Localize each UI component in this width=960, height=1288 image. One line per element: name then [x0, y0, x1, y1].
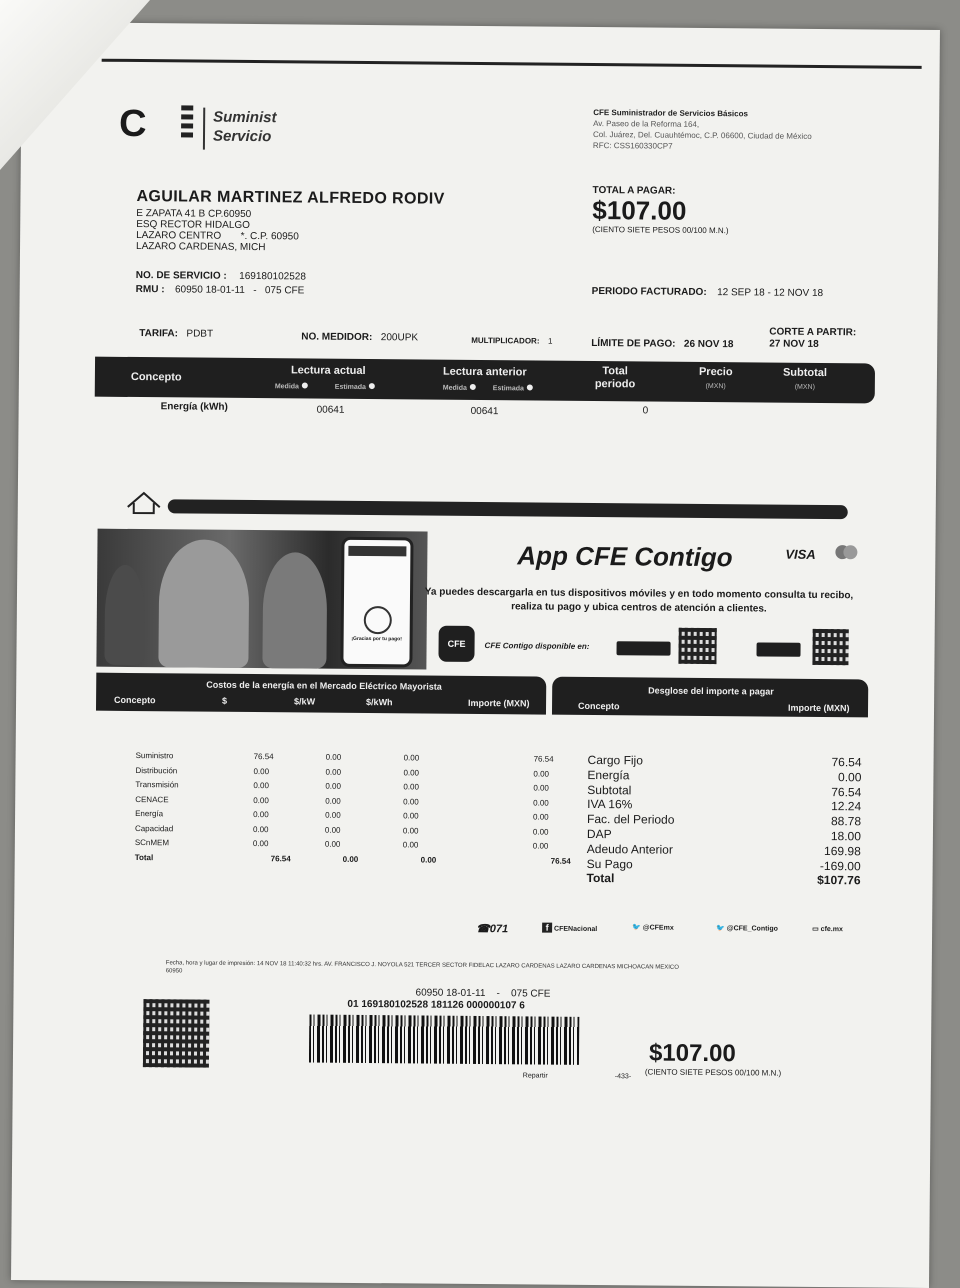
breakdown-value: 88.78	[830, 814, 862, 829]
breakdown-label: Cargo Fijo	[587, 752, 643, 768]
col-subtotal: Subtotal (MXN)	[782, 366, 828, 391]
cutoff-label: CORTE A PARTIR:	[769, 326, 857, 339]
google-play-qr	[678, 628, 716, 664]
reading-table-header	[95, 357, 875, 404]
footer-qr-code	[143, 999, 210, 1068]
costs-row	[134, 823, 575, 837]
costs-cell-concept: SCnMEM	[134, 838, 170, 848]
costs-cell-d: 0.00	[253, 810, 269, 820]
bill-paper	[11, 22, 940, 1288]
col-current-estimated: Estimada	[335, 383, 375, 391]
costs-cell-kwh: 0.00	[403, 767, 420, 777]
app-store-qr	[812, 629, 848, 665]
breakdown-label: IVA 16%	[587, 797, 633, 812]
top-rule	[102, 59, 922, 69]
costs-row	[134, 838, 575, 851]
customer-name: AGUILAR MARTINEZ ALFREDO RODIV	[136, 188, 445, 208]
col-current-measured: Medida	[275, 382, 308, 390]
promo-text: Ya puedes descargarla en tus dispositivos móviles y en todo momento consulta tu recibo, realiza tu pago y ubica centros de atención a clientes.	[424, 586, 854, 615]
billing-period	[592, 281, 824, 301]
due-label: LÍMITE DE PAGO:	[591, 337, 676, 350]
repartir-label: Repartir	[522, 1072, 548, 1080]
period-label: PERIODO FACTURADO:	[591, 285, 707, 298]
breakdown-value: 18.00	[830, 829, 861, 844]
breakdown-value: 12.24	[831, 799, 862, 814]
costs-cell-d: 76.54	[270, 853, 291, 863]
breakdown-label: Adeudo Anterior	[586, 841, 673, 857]
customer-address-2: ESQ RECTOR HIDALGO	[136, 219, 251, 231]
facebook-link[interactable]: f CFENacional	[542, 923, 597, 933]
costs-cell-d: 0.00	[253, 766, 270, 776]
breakdown-label: Total	[586, 871, 615, 886]
costs-cell-kwh: 0.00	[403, 796, 419, 806]
meter-label: NO. MEDIDOR:	[301, 331, 373, 344]
costs-cell-concept: Transmisión	[135, 780, 179, 790]
costs-cell-d: 0.00	[252, 824, 269, 834]
breakdown-label: Subtotal	[587, 782, 632, 797]
costs-cell-imp: 0.00	[533, 797, 549, 808]
barcode-number: 01 169180102528 181126 000000107 6	[347, 998, 525, 1012]
footer-rmu: 60950 18-01-11 - 075 CFE	[415, 987, 551, 1000]
costs-cell-kwh: 0.00	[402, 825, 419, 835]
customer-address	[136, 208, 299, 253]
costs-row	[135, 780, 575, 793]
reading-row-total: 0	[642, 405, 649, 417]
costs-cell-kw: 0.00	[325, 781, 341, 791]
rmu-value: 60950 18-01-11 - 075 CFE	[174, 284, 305, 297]
costs-cell-kw: 0.00	[325, 810, 341, 820]
footer-amount: $107.00	[648, 1039, 736, 1068]
col-total-period: Total periodo	[594, 365, 636, 391]
issuer-block	[593, 107, 812, 153]
section-separator	[168, 499, 848, 519]
costs-cell-kwh: 0.00	[402, 840, 419, 850]
costs-cell-imp: 0.00	[533, 768, 550, 779]
costs-table-body	[134, 751, 571, 875]
col-price: Precio (MXN)	[698, 365, 733, 391]
reading-row-current: 00641	[316, 404, 345, 416]
cutoff-value: 27 NOV 18	[769, 338, 819, 350]
rmu-label: RMU :	[135, 284, 165, 296]
twitter-cfemx-link[interactable]: 🐦 @CFEmx	[632, 924, 674, 932]
breakdown-value: $107.76	[817, 873, 861, 888]
col-concept: Concepto	[130, 370, 182, 384]
promo-photo	[96, 529, 427, 670]
costs-cell-imp: 0.00	[533, 783, 549, 793]
costs-col-dollar: $	[222, 695, 228, 706]
costs-cell-kw: 0.00	[324, 839, 341, 849]
breakdown-table-header	[552, 677, 868, 718]
breakdown-label: Energía	[587, 767, 630, 783]
phone-mockup	[340, 537, 413, 668]
service-label: NO. DE SERVICIO :	[135, 270, 227, 282]
total-label: TOTAL A PAGAR:	[592, 184, 676, 197]
thumbs-up-icon	[364, 606, 392, 634]
costs-cell-kw: 0.00	[325, 752, 342, 762]
costs-row	[135, 765, 576, 779]
costs-cell-concept: Distribución	[135, 765, 178, 775]
house-icon	[126, 491, 162, 515]
costs-col-import: Importe (MXN)	[468, 697, 530, 709]
costs-cell-concept: Suministro	[135, 751, 174, 761]
costs-cell-d: 76.54	[253, 752, 274, 762]
costs-cell-kwh: 0.00	[403, 782, 419, 792]
breakdown-title: Desglose del importe a pagar	[648, 685, 774, 697]
due-value: 26 NOV 18	[683, 338, 734, 351]
breakdown-value: -169.00	[819, 858, 861, 873]
rmu	[136, 279, 305, 298]
costs-cell-d: 0.00	[252, 839, 269, 849]
multiplier-value: 1	[547, 336, 553, 346]
costs-col-kwh: $/kWh	[366, 697, 393, 708]
total-amount: $107.00	[592, 194, 687, 226]
costs-row	[135, 794, 575, 808]
logo-line-1: Suminist	[213, 108, 277, 127]
costs-cell-concept: Energía	[135, 809, 164, 819]
costs-row	[134, 852, 575, 866]
meter-value: 200UPK	[380, 332, 419, 344]
logo-text	[213, 108, 277, 147]
costs-cell-concept: Total	[134, 852, 154, 862]
breakdown-value: 169.98	[824, 843, 861, 859]
col-previous-estimated: Estimada	[493, 384, 533, 392]
meter-number	[301, 326, 418, 345]
breakdown-table-body	[580, 753, 861, 895]
breakdown-label: DAP	[586, 826, 612, 842]
issuer-address-2: Col. Juárez, Del. Cuauhtémoc, C.P. 06600, Ciudad de México	[593, 129, 812, 141]
breakdown-value: 0.00	[838, 769, 862, 785]
footer-amount-words: (CIENTO SIETE PESOS 00/100 M.N.)	[644, 1067, 782, 1078]
costs-cell-imp: 76.54	[550, 856, 571, 866]
costs-cell-imp: 0.00	[532, 826, 549, 837]
costs-row	[135, 751, 576, 764]
total-words: (CIENTO SIETE PESOS 00/100 M.N.)	[592, 224, 729, 236]
customer-address-1: E ZAPATA 41 B CP.60950	[136, 208, 252, 221]
service-value: 169180102528	[239, 270, 306, 283]
costs-cell-kw: 0.00	[324, 825, 341, 835]
costs-row	[135, 809, 575, 822]
costs-cell-kw: 0.00	[325, 796, 341, 806]
tariff-value: PDBT	[186, 328, 214, 340]
app-store-button[interactable]	[756, 642, 800, 656]
visa-logo: VISA	[785, 546, 816, 562]
route-number: -433-	[614, 1073, 632, 1081]
logo-separator	[203, 108, 205, 150]
cfe-logo-bars-icon	[181, 105, 193, 141]
costs-cell-imp: 76.54	[533, 754, 554, 764]
google-play-button[interactable]	[616, 641, 670, 655]
due-date	[591, 333, 733, 352]
tariff	[139, 323, 213, 342]
breakdown-col-import: Importe (MXN)	[788, 702, 850, 714]
twitter-contigo-link[interactable]: 🐦 @CFE_Contigo	[716, 925, 778, 933]
costs-col-kw: $/kW	[294, 696, 316, 707]
promo-title: App CFE Contigo	[517, 540, 733, 573]
breakdown-value: 76.54	[831, 755, 862, 770]
costs-cell-imp: 0.00	[533, 812, 549, 822]
customer-address-3: LAZARO CENTRO *. C.P. 60950	[136, 230, 299, 243]
breakdown-label: Su Pago	[586, 856, 633, 871]
download-label: CFE Contigo disponible en:	[484, 641, 590, 651]
twitter-icon: 🐦	[716, 925, 725, 933]
costs-cell-kwh: 0.00	[403, 753, 420, 763]
col-previous-measured: Medida	[443, 384, 476, 392]
cutoff-date	[769, 327, 856, 352]
costs-cell-kwh: 0.00	[403, 811, 419, 821]
period-value: 12 SEP 18 - 12 NOV 18	[717, 287, 824, 300]
phone-text: ¡Gracias por tu pago!	[351, 635, 402, 643]
twitter-icon: 🐦	[632, 924, 641, 932]
print-note: Fecha, hora y lugar de impresión: 14 NOV 18 11:40:32 hrs. AV. FRANCISCO J. NOYOLA 521 TERCER SECTOR FIDELAC LAZARO CARDENAS LAZARO CARDENAS MICHOACAN MEXICO 60950	[165, 960, 679, 975]
tariff-label: TARIFA:	[139, 328, 179, 340]
mastercard-icon	[835, 545, 857, 561]
costs-cell-concept: Capacidad	[134, 823, 174, 833]
issuer-name: CFE Suministrador de Servicios Básicos	[593, 107, 748, 119]
breakdown-label: Fac. del Periodo	[587, 812, 675, 827]
multiplier-label: MULTIPLICADOR:	[471, 335, 540, 346]
reading-row-previous: 00641	[470, 405, 499, 418]
logo-line-2: Servicio	[212, 127, 272, 146]
costs-cell-kw: 0.00	[325, 767, 342, 777]
costs-title: Costos de la energía en el Mercado Eléctrico Mayorista	[206, 679, 442, 692]
costs-cell-kwh: 0.00	[420, 855, 437, 865]
costs-cell-imp: 0.00	[532, 841, 549, 851]
costs-table-header	[96, 673, 546, 715]
cfe-logo-letter: C	[118, 102, 145, 146]
costs-cell-concept: CENACE	[135, 794, 169, 804]
col-current-reading: Lectura actual	[290, 364, 366, 378]
customer-address-4: LAZARO CARDENAS, MICH	[135, 241, 266, 254]
issuer-rfc: RFC: CSS160330CP7	[592, 140, 673, 151]
costs-col-concept: Concepto	[114, 694, 156, 706]
payment-barcode	[309, 1015, 579, 1065]
breakdown-col-concept: Concepto	[578, 700, 620, 712]
multiplier	[471, 330, 552, 349]
breakdown-value: 76.54	[831, 784, 862, 799]
cfe-app-badge: CFE	[438, 626, 474, 662]
phone-071: ☎071	[476, 922, 509, 936]
col-previous-reading: Lectura anterior	[442, 365, 527, 379]
website-link[interactable]: ▭ cfe.mx	[812, 925, 843, 934]
issuer-address-1: Av. Paseo de la Reforma 164,	[593, 118, 700, 129]
costs-cell-d: 0.00	[253, 795, 269, 805]
monitor-icon: ▭	[812, 925, 819, 933]
facebook-icon: f	[542, 923, 552, 933]
costs-cell-d: 0.00	[253, 781, 269, 791]
reading-row-concept: Energía (kWh)	[160, 401, 228, 413]
costs-cell-kw: 0.00	[342, 854, 359, 864]
